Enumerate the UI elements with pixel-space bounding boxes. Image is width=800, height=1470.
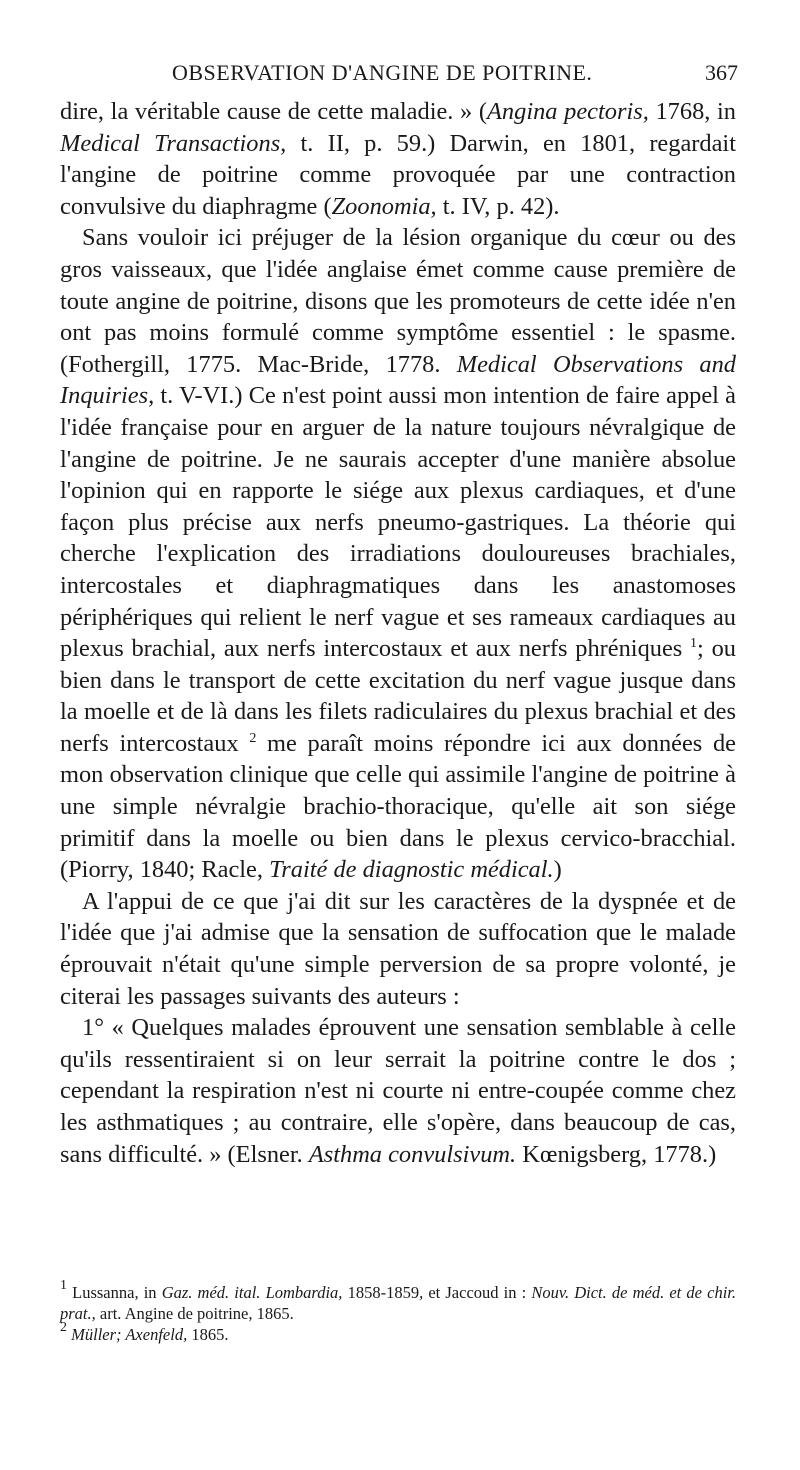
text-span: t. V-VI.) Ce n'est point aussi mon intention de faire appel à l'idée française pour en arguer de la nature toujours névralgique de l'angine de poitrine. Je ne saurais accepter d'une manière absolue l'opinion qui en rapporte le siége aux plexus cardiaques, et d'une façon plus précise aux nerfs pneumo-gastriques. La théorie qui cherche l'explication des irradiations douloureuses brachiales, intercostales et diaphragmatiques dans les anastomoses périphériques qui relient le nerf vague et ses rameaux cardiaques au plexus brachial, aux nerfs intercostaux et aux nerfs phréniques (60, 382, 736, 663)
paragraph-4 (60, 1012, 736, 1170)
text-span: ; ou bien dans le transport de cette excitation du nerf vague jusque dans la moelle et de là dans les filets radiculaires du plexus brachial et des nerfs intercostaux (60, 635, 736, 757)
text-span: Kœnigsberg, 1778.) (516, 1140, 717, 1168)
text-span: dire, la véritable cause de cette maladie. » ( (60, 98, 488, 125)
text-span: me paraît moins répondre ici aux données de mon observation clinique que celle qui assimile l'angine de poitrine à une simple névralgie brachio-thoracique, qu'elle ait son siége primitif dans la moelle ou bien dans le plexus cervico-bracchial. (Piorry, 1840; Racle, (60, 729, 737, 884)
italic-title: Gaz. méd. ital. Lombardia, (161, 1283, 343, 1302)
italic-title: Medical Transactions, (60, 129, 287, 157)
footnote-2 (60, 1320, 736, 1345)
text-span: 1865. (187, 1325, 229, 1344)
footnote-ref-2[interactable]: 2 (249, 730, 257, 746)
text-span: t. IV, p. 42). (436, 192, 560, 220)
paragraph-1 (60, 96, 736, 222)
running-title: OBSERVATION D'ANGINE DE POITRINE. (172, 60, 593, 85)
text-span: 1858-1859, et Jaccoud in : (342, 1283, 532, 1302)
text-span: Sans vouloir ici préjuger de la lésion organique du cœur ou des gros vaisseaux, que l'idée anglaise émet comme cause première de toute angine de poitrine, disons que les promoteurs de cette idée n'en ont pas moins formulé comme symptôme essentiel : le spasme. (Fothergill, 1775. Mac-Bride, 1778. (60, 224, 736, 378)
text-span: art. Angine de poitrine, 1865. (95, 1304, 294, 1323)
footnote-ref-1[interactable]: 1 (690, 636, 698, 652)
italic-title: Asthma convulsivum. (308, 1140, 517, 1168)
body-text (60, 96, 736, 1170)
footnote-mark: 2 (60, 1320, 67, 1335)
italic-title: Nouv. Dict. de méd. et de chir. prat., (60, 1283, 736, 1323)
text-span: t. II, p. 59.) Darwin, en 1801, regardait l'angine de poitrine comme provoquée par une contraction convulsive du diaphragme ( (60, 129, 736, 220)
text-span: 1768, in (648, 98, 736, 125)
footnotes (60, 1278, 736, 1345)
page-header (172, 60, 738, 94)
italic-title: Müller; Axenfeld, (67, 1325, 188, 1344)
paragraph-2 (60, 222, 736, 885)
footnote-mark: 1 (60, 1278, 67, 1293)
page-number: 367 (705, 60, 738, 85)
italic-title: Medical Observations and Inquiries, (60, 350, 736, 410)
italic-title: Angina pectoris, (487, 98, 649, 125)
italic-title: Zoonomia, (331, 192, 437, 220)
paragraph-3: A l'appui de ce que j'ai dit sur les caractères de la dyspnée et de l'idée que j'ai admise que la sensation de suffocation que le malade éprouvait n'était qu'une simple perversion de sa propre volonté, je citerai les passages suivants des auteurs : (60, 887, 736, 1010)
text-span: Lussanna, in (67, 1283, 162, 1302)
text-span: 1° « Quelques malades éprouvent une sensation semblable à celle qu'ils ressentiraient si on leur serrait la poitrine contre le dos ; cependant la respiration n'est ni courte ni entre-coupée comme chez les asthmatiques ; au contraire, elle s'opère, dans beaucoup de cas, sans difficulté. » (Elsner. (60, 1014, 736, 1168)
italic-title: Traité de diagnostic médical. (269, 856, 554, 884)
text-span: ) (553, 856, 562, 884)
footnote-1 (60, 1278, 736, 1324)
